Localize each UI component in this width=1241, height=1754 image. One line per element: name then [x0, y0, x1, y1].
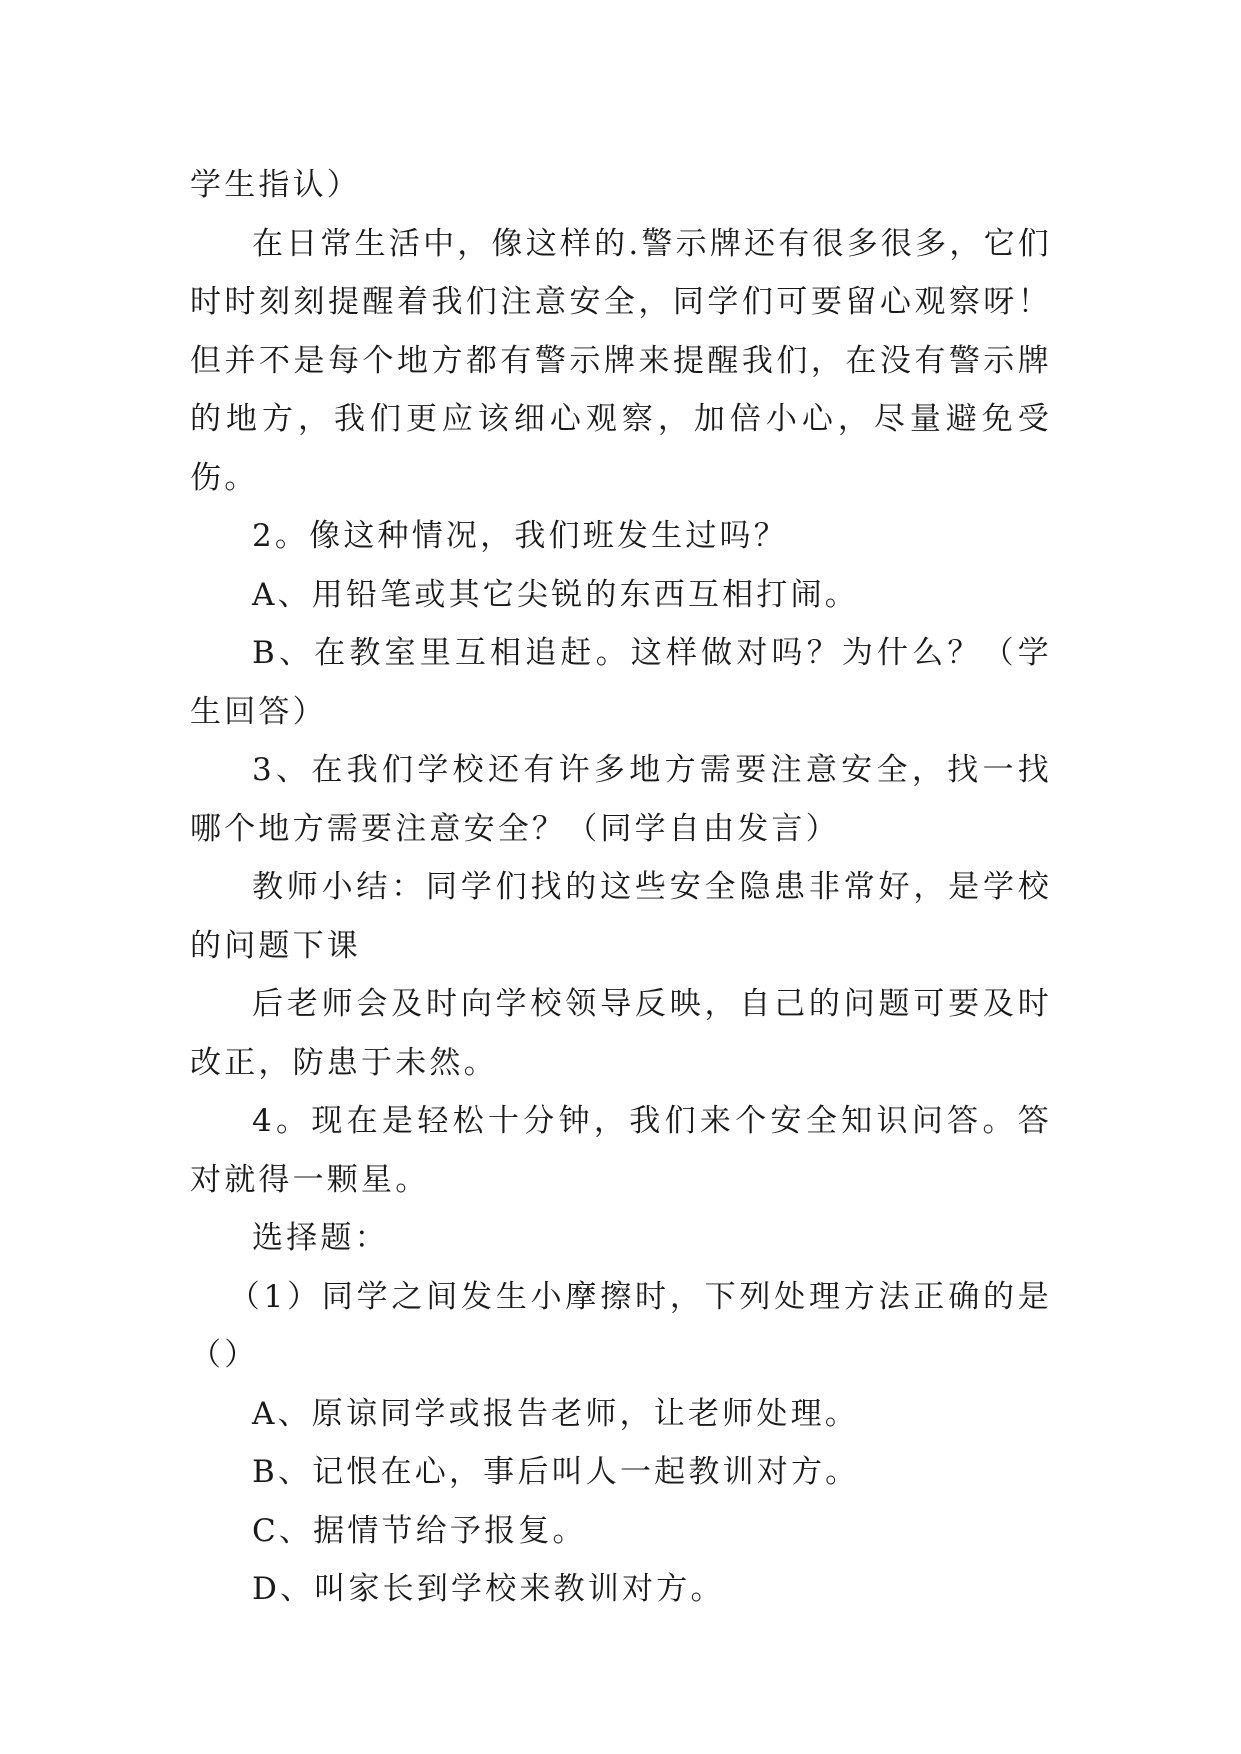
paragraph-warning-signs: 在日常生活中，像这样的.警示牌还有很多很多，它们时时刻刻提醒着我们注意安全，同学们可要留心观察呀！但并不是每个地方都有警示牌来提醒我们，在没有警示牌的地方，我们更应该细心观察，加倍小心，尽量避免受伤。 [190, 225, 1052, 496]
paragraph-choice-d: D、叫家长到学校来教训对方。 [252, 1571, 725, 1607]
paragraph-student-identify: 学生指认） [190, 167, 361, 203]
paragraph-choice-c: C、据情节给予报复。 [252, 1512, 587, 1549]
paragraph-question-3: 3、在我们学校还有许多地方需要注意安全，找一找哪个地方需要注意安全？（同学自由发言） [190, 752, 1052, 847]
paragraph-choice-a: A、原谅同学或报告老师，让老师处理。 [252, 1395, 859, 1432]
paragraph-question-2: 2。像这种情况，我们班发生过吗？ [252, 518, 788, 554]
paragraph-option-b-chasing: B、在教室里互相追赶。这样做对吗？为什么？（学生回答） [190, 635, 1052, 730]
paragraph-option-a-pencil: A、用铅笔或其它尖锐的东西互相打闹。 [252, 576, 859, 613]
paragraph-teacher-summary-cont: 后老师会及时向学校领导反映，自己的问题可要及时改正，防患于未然。 [190, 986, 1052, 1081]
paragraph-choice-question-1: （1）同学之间发生小摩擦时，下列处理方法正确的是（） [190, 1278, 1052, 1373]
paragraph-choice-b: B、记恨在心，事后叫人一起教训对方。 [252, 1454, 860, 1490]
paragraph-teacher-summary: 教师小结：同学们找的这些安全隐患非常好，是学校的问题下课 [190, 869, 1052, 964]
paragraph-question-4: 4。现在是轻松十分钟，我们来个安全知识问答。答对就得一颗星。 [190, 1103, 1052, 1198]
document-body [190, 156, 1052, 1619]
paragraph-multiple-choice-heading: 选择题： [252, 1220, 389, 1256]
